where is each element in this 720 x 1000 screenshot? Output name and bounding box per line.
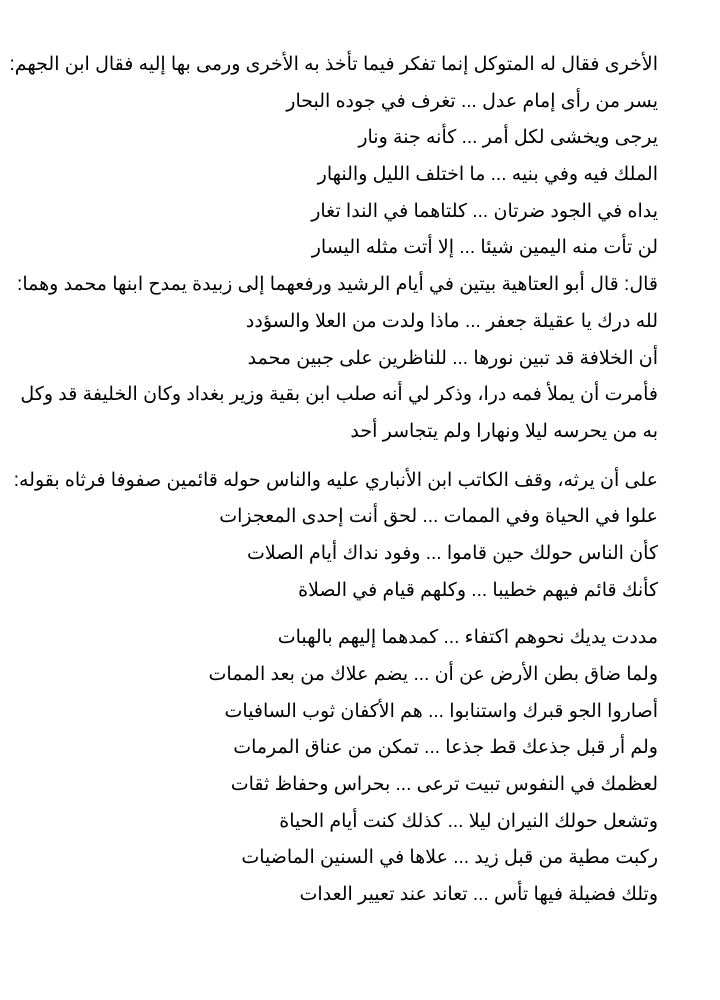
- text-line: قال: قال أبو العتاهية بيتين في أيام الرشيد ورفعهما إلى زبيدة يمدح ابنها محمد وهما:: [17, 274, 658, 296]
- text-line: على أن يرثه، وقف الكاتب ابن الأنباري عليه والناس حوله قائمين صفوفا فرثاه بقوله:: [13, 469, 658, 491]
- verse-line: أصاروا الجو قبرك واستنابوا ... هم الأكفان ثوب السافيات: [224, 700, 658, 722]
- text-block-3: [40, 620, 658, 914]
- verse-line: وتشعل حولك النيران ليلا ... كذلك كنت أيام الحياة: [279, 810, 658, 832]
- verse-line: مددت يديك نحوهم اكتفاء ... كمدهما إليهم بالهبات: [277, 627, 658, 649]
- verse-line: يداه في الجود ضرتان ... كلتاهما في الندا تغار: [311, 200, 658, 222]
- text-line: الأخرى فقال له المتوكل إنما تفكر فيما تأخذ به الأخرى ورمى بها إليه فقال ابن الجهم:: [9, 54, 658, 75]
- text-block-1: [9, 47, 658, 451]
- verse-line: لعظمك في النفوس تبيت ترعى ... بحراس وحفاظ ثقات: [230, 774, 658, 796]
- verse-line: أن الخلافة قد تبين نورها ... للناظرين على جبين محمد: [247, 347, 658, 369]
- verse-line: لله درك يا عقيلة جعفر ... ماذا ولدت من العلا والسؤدد: [245, 310, 658, 332]
- verse-line: علوا في الحياة وفي الممات ... لحق أنت إحدى المعجزات: [219, 506, 658, 528]
- verse-line: ركبت مطية من قبل زيد ... علاها في السنين الماضيات: [241, 847, 658, 869]
- verse-line: لن تأت منه اليمين شيئا ... إلا أتت مثله اليسار: [311, 237, 658, 259]
- verse-line: كأنك قائم فيهم خطيبا ... وكلهم قيام في الصلاة: [298, 579, 658, 601]
- verse-line: ولم أر قبل جذعك قط جذعا ... تمكن من عناق المرمات: [233, 737, 658, 759]
- verse-line: يسر من رأى إمام عدل ... تغرف في جوده البحار: [286, 90, 658, 112]
- verse-line: الملك فيه وفي بنيه ... ما اختلف الليل والنهار: [317, 164, 658, 186]
- text-line: به من يحرسه ليلا ونهارا ولم يتجاسر أحد: [350, 420, 658, 442]
- verse-line: كأن الناس حولك حين قاموا ... وفود نداك أيام الصلات: [247, 542, 658, 564]
- verse-line: وتلك فضيلة فيها تأس ... تعاند عند تعيير العدات: [299, 884, 658, 906]
- text-block-2: [13, 463, 658, 610]
- text-line: فأمرت أن يملأ فمه درا، وذكر لي أنه صلب ابن بقية وزير بغداد وكان الخليفة قد وكل: [20, 384, 658, 406]
- verse-line: ولما ضاق بطن الأرض عن أن ... يضم علاك من بعد الممات: [208, 664, 658, 685]
- verse-line: يرجى ويخشى لكل أمر ... كأنه جنة ونار: [358, 127, 658, 149]
